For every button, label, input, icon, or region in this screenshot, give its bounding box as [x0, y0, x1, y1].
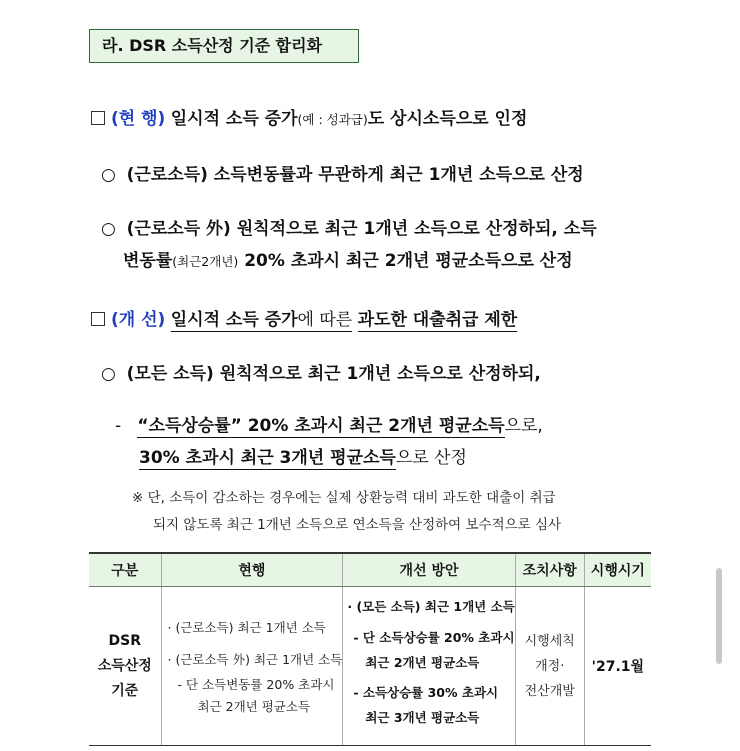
note-line-1: ※ 단, 소득이 감소하는 경우에는 실제 상환능력 대비 과도한 대출이 취급 [132, 490, 556, 506]
circle-bullet-icon: ○ [101, 219, 116, 239]
table-header: 시행시기 [584, 553, 651, 587]
improve-bullet-1-text: (모든 소득) 원칙적으로 최근 1개년 소득으로 산정하되, [126, 364, 541, 384]
current-tag: (현 행) [111, 109, 166, 129]
current-bullet-2-a: 변동률 [123, 251, 173, 271]
table-header: 개선 방안 [343, 553, 515, 587]
current-cell [161, 587, 343, 746]
table-header: 구분 [89, 553, 161, 587]
row-label-line: 기준 [111, 682, 139, 699]
improve-dash-2-b: 으로 산정 [395, 448, 467, 468]
table-header: 조치사항 [515, 553, 584, 587]
table-row [89, 587, 651, 746]
action-cell-line: 개정· [535, 658, 565, 674]
dash-bullet: - [115, 416, 122, 436]
comparison-table [89, 552, 651, 746]
row-label-line: DSR [108, 632, 141, 649]
section-title: 라. DSR 소득산정 기준 합리화 [89, 29, 359, 63]
current-text-a: 일시적 소득 증가 [170, 109, 298, 129]
improve-text-c: 과도한 대출취급 제한 [357, 310, 518, 330]
improve-dash-1-b: 으로, [504, 416, 543, 436]
action-cell-line: 시행세칙 [524, 633, 575, 649]
improve-text-b: 에 따른 [297, 310, 353, 330]
checkbox-icon [91, 111, 105, 125]
improve-cell-line: 최근 2개년 평균소득 [365, 655, 480, 670]
current-bullet-2-line1: (근로소득 外) 원칙적으로 최근 1개년 소득으로 산정하되, 소득 [126, 219, 597, 239]
improve-heading [91, 305, 517, 330]
improve-cell-line: 최근 3개년 평균소득 [365, 710, 480, 725]
circle-bullet-icon: ○ [101, 165, 116, 185]
date-cell: '27.1월 [584, 587, 651, 746]
current-cell-line: · (근로소득 外) 최근 1개년 소득 [167, 651, 343, 667]
improve-text-a: 일시적 소득 증가 [170, 310, 298, 330]
table-header-row [89, 553, 651, 587]
current-cell-line: - 단 소득변동률 20% 초과시 [177, 676, 335, 692]
improve-dash-1-a: “소득상승률” 20% 초과시 최근 2개년 평균소득 [137, 416, 505, 436]
current-bullet-2 [101, 214, 597, 239]
current-bullet-1 [101, 160, 584, 185]
current-text-b: 도 상시소득으로 인정 [367, 109, 528, 129]
improve-dash-2 [139, 443, 467, 468]
current-cell-line: 최근 2개년 평균소득 [197, 698, 311, 714]
improve-dash-1 [115, 411, 543, 436]
improve-cell-line: - 소득상승률 30% 초과시 [353, 685, 499, 700]
action-cell [515, 587, 584, 746]
vertical-scrollbar[interactable] [716, 568, 722, 664]
improve-tag: (개 선) [111, 310, 166, 330]
current-heading [91, 104, 527, 129]
current-text-small: (예 : 성과급) [297, 112, 368, 127]
current-cell-line: · (근로소득) 최근 1개년 소득 [167, 619, 326, 635]
improve-cell-line: · (모든 소득) 최근 1개년 소득 [347, 599, 515, 614]
checkbox-icon [91, 312, 105, 326]
circle-bullet-icon: ○ [101, 364, 116, 384]
improve-cell-line: - 단 소득상승률 20% 초과시 [353, 630, 515, 645]
current-bullet-1-text: (근로소득) 소득변동률과 무관하게 최근 1개년 소득으로 산정 [126, 165, 584, 185]
row-label-line: 소득산정 [97, 657, 152, 674]
row-label-cell [89, 587, 161, 746]
improve-cell [343, 587, 515, 746]
improve-dash-2-a: 30% 초과시 최근 3개년 평균소득 [139, 448, 396, 468]
current-bullet-2-small: (최근2개년) [172, 254, 239, 269]
current-bullet-2-b: 20% 초과시 최근 2개년 평균소득으로 산정 [238, 251, 573, 271]
table-header: 현행 [161, 553, 343, 587]
current-bullet-2-line2 [123, 246, 573, 271]
note-line-2: 되지 않도록 최근 1개년 소득으로 연소득을 산정하여 보수적으로 심사 [153, 517, 562, 533]
improve-bullet-1 [101, 359, 541, 384]
action-cell-line: 전산개발 [524, 683, 575, 699]
